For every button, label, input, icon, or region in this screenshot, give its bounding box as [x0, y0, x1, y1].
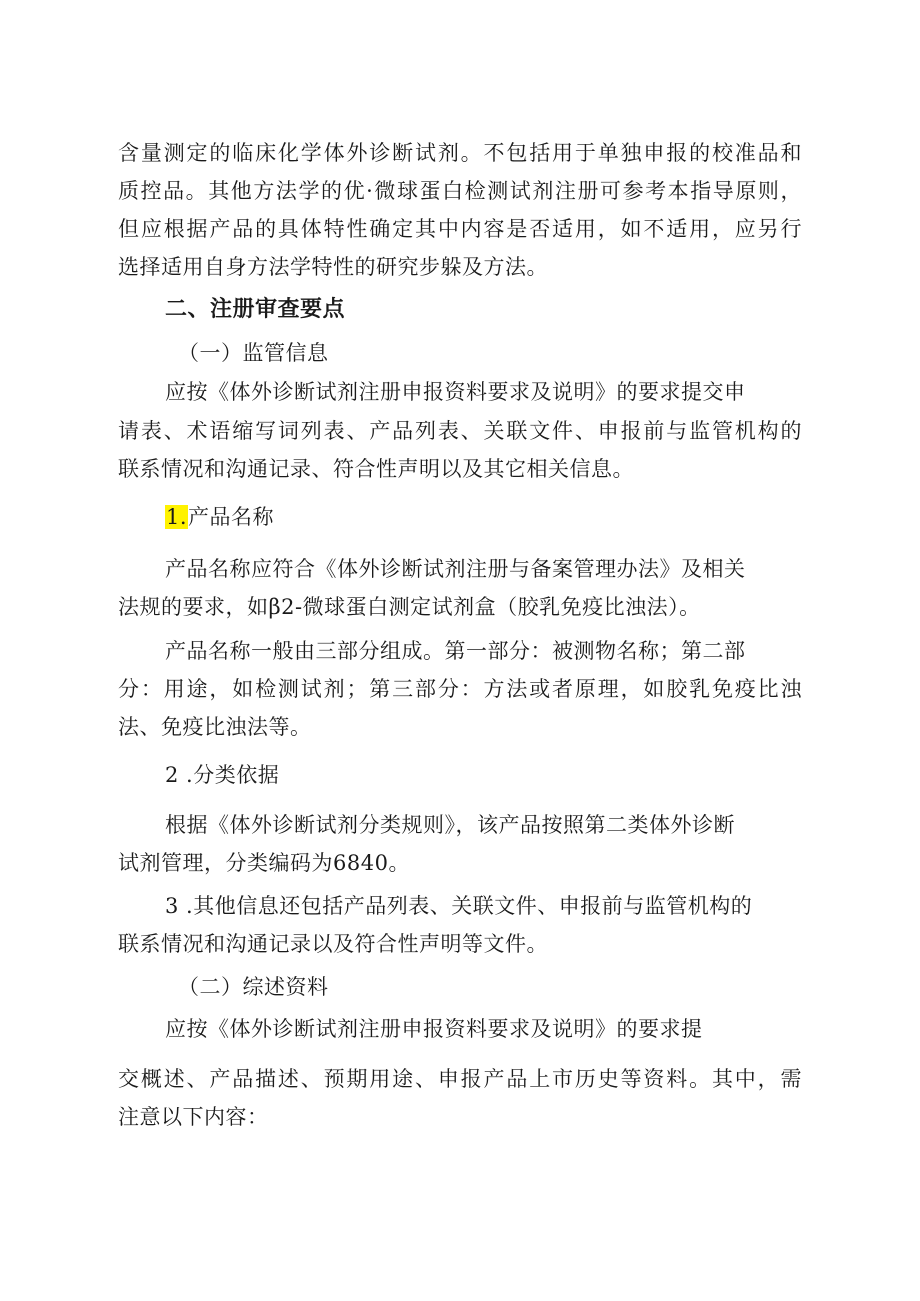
- para2-line1: 应按《体外诊断试剂注册申报资料要求及说明》的要求提交申: [165, 380, 746, 404]
- para3-line2: 法规的要求，如β2-微球蛋白测定试剂盒（胶乳免疫比浊法）。: [118, 595, 701, 619]
- para1-line3: 但应根据产品的具体特性确定其中内容是否适用，如不适用，应另行: [118, 217, 802, 241]
- para2-line2: 请表、术语缩写词列表、产品列表、关联文件、申报前与监管机构的: [118, 419, 802, 443]
- para1-line4: 选择适用自身方法学特性的研究步躲及方法。: [118, 255, 548, 279]
- item1-title: 产品名称: [188, 505, 275, 529]
- para7-line2: 交概述、产品描述、预期用途、申报产品上市历史等资料。其中，需: [118, 1067, 802, 1091]
- para5-line2: 试剂管理，分类编码为6840。: [118, 851, 410, 875]
- item2-heading: 2 .分类依据: [165, 763, 280, 787]
- para7-line3: 注意以下内容：: [118, 1105, 269, 1129]
- para3-line1: 产品名称应符合《体外诊断试剂注册与备案管理办法》及相关: [165, 557, 746, 581]
- para1-line2: 质控品。其他方法学的优·微球蛋白检测试剂注册可参考本指导原则，: [118, 179, 802, 203]
- sub1-heading: （一）监管信息: [178, 341, 329, 365]
- para1-line1: 含量测定的临床化学体外诊断试剂。不包括用于单独申报的校准品和: [118, 141, 802, 165]
- para5-line1: 根据《体外诊断试剂分类规则》，该产品按照第二类体外诊断: [165, 813, 735, 837]
- para7-line1: 应按《体外诊断试剂注册申报资料要求及说明》的要求提: [165, 1017, 703, 1041]
- highlighted-number: 1.: [166, 505, 188, 529]
- para6-line1: 3 .其他信息还包括产品列表、关联文件、申报前与监管机构的: [165, 894, 753, 918]
- para4-line3: 法、免疫比浊法等。: [118, 715, 312, 739]
- item1-heading: [165, 504, 274, 530]
- para2-line3: 联系情况和沟通记录、符合性声明以及其它相关信息。: [118, 457, 634, 481]
- para4-line2: 分：用途，如检测试剂；第三部分：方法或者原理，如胶乳免疫比浊: [118, 677, 802, 701]
- para4-line1: 产品名称一般由三部分组成。第一部分：被测物名称；第二部: [165, 639, 746, 663]
- sub2-heading: （二）综述资料: [178, 975, 329, 999]
- section2-heading: 二、注册审查要点: [165, 297, 346, 322]
- para6-line2: 联系情况和沟通记录以及符合性声明等文件。: [118, 932, 548, 956]
